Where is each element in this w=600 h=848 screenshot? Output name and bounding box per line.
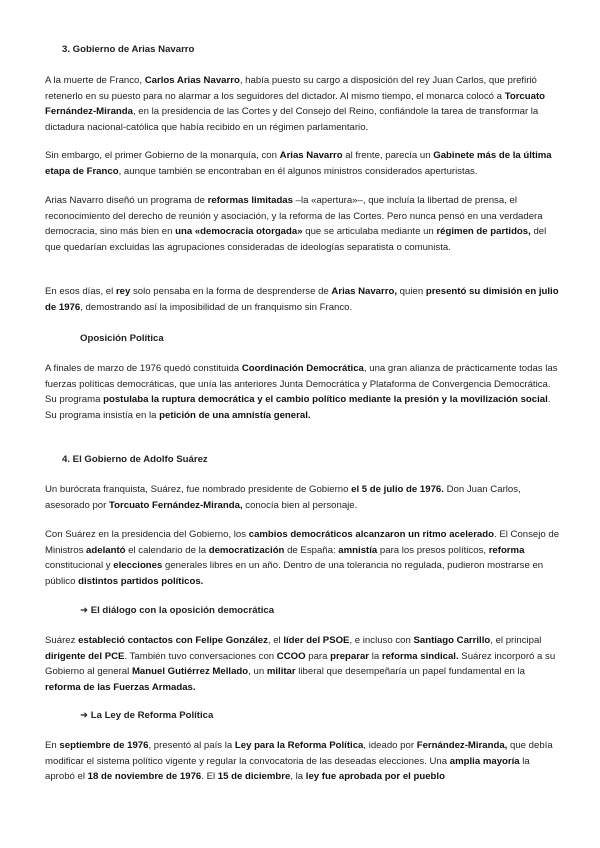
paragraph-limited-reforms: Arias Navarro diseñó un programa de reformas limitadas –la «apertura»–, que incluía la libertad de prensa, el reconocimiento del derecho de reunión y asociación, y la reforma de las Cortes. Pero nunca pensó en una verdadera democracia, sino más bien en una «democracia otorgada» que se articulaba mediante un régimen de partidos, del que quedarían excluidas las agrupaciones consideradas de ideologías separatista o comunista. xyxy=(45,195,547,253)
paragraph-death-of-franco: A la muerte de Franco, Carlos Arias Navarro, había puesto su cargo a disposición del rey Juan Carlos, que prefirió retenerlo en su puesto para no alarmar a los seguidores del dictador. Al mismo tiempo, el monarca colocó a Torcuato Fernández-Miranda, en la presidencia de las Cortes y del Consejo del Reino, confiándole la tarea de transformar la dictadura nacional-católica que había recibido en un régimen parlamentario. xyxy=(45,75,546,133)
section-heading-arias-navarro: 3. Gobierno de Arias Navarro xyxy=(62,44,195,55)
subheading-political-opposition: Oposición Política xyxy=(80,333,164,344)
paragraph-first-government: Sin embargo, el primer Gobierno de la monarquía, con Arias Navarro al frente, parecía un Gabinete más de la última etapa de Franco, aunque también se encontraban en él algunos ministros considerados aperturistas. xyxy=(45,150,552,177)
paragraph-reform-law: En septiembre de 1976, presentó al país la Ley para la Reforma Política, ideado por Fernández-Miranda, que debía modificar el sistema político vigente y regular la convocatoria de las deseadas elecciones. Una amplia mayoría la aprobó el 18 de noviembre de 1976. El 15 de diciembre, la ley fue aprobada por el pueblo xyxy=(45,740,553,782)
paragraph-resignation: En esos días, el rey solo pensaba en la forma de desprenderse de Arias Navarro, quien presentó su dimisión en julio de 1976, demostrando así la imposibilidad de un franquismo sin Franco. xyxy=(45,286,559,313)
paragraph-democratic-changes: Con Suárez en la presidencia del Gobierno, los cambios democráticos alcanzaron un ritmo acelerado. El Consejo de Ministros adelantó el calendario de la democratización de España: amnistía para los presos políticos, reforma constitucional y elecciones generales libres en un año. Dentro de una tolerancia no regulada, pudieron mostrarse en público distintos partidos políticos. xyxy=(45,529,560,587)
paragraph-contacts-opposition: Suárez estableció contactos con Felipe González, el líder del PSOE, e incluso con Santiago Carrillo, el principal dirigente del PCE. También tuvo conversaciones con CCOO para preparar la reforma sindical. Suárez incorporó a su Gobierno al general Manuel Gutiérrez Mellado, un militar liberal que desempeñaría un papel fundamental en la reforma de las Fuerzas Armadas. xyxy=(45,635,556,693)
section-heading-adolfo-suarez: 4. El Gobierno de Adolfo Suárez xyxy=(62,454,208,465)
subheading-dialogue-opposition: ➜ El diálogo con la oposición democrática xyxy=(80,605,275,616)
subheading-political-reform-law: ➜ La Ley de Reforma Política xyxy=(80,710,214,721)
paragraph-democratic-coordination: A finales de marzo de 1976 quedó constituida Coordinación Democrática, una gran alianza de prácticamente todas las fuerzas políticas democráticas, que unía las anteriores Junta Democrática y Plataforma de Convergencia Democrática. Su programa postulaba la ruptura democrática y el cambio político mediante la presión y la movilización social. Su programa insistía en la petición de una amnistía general. xyxy=(45,363,558,421)
paragraph-suarez-appointment: Un burócrata franquista, Suárez, fue nombrado presidente de Gobierno el 5 de julio de 1976. Don Juan Carlos, asesorado por Torcuato Fernández-Miranda, conocía bien al personaje. xyxy=(45,484,521,511)
